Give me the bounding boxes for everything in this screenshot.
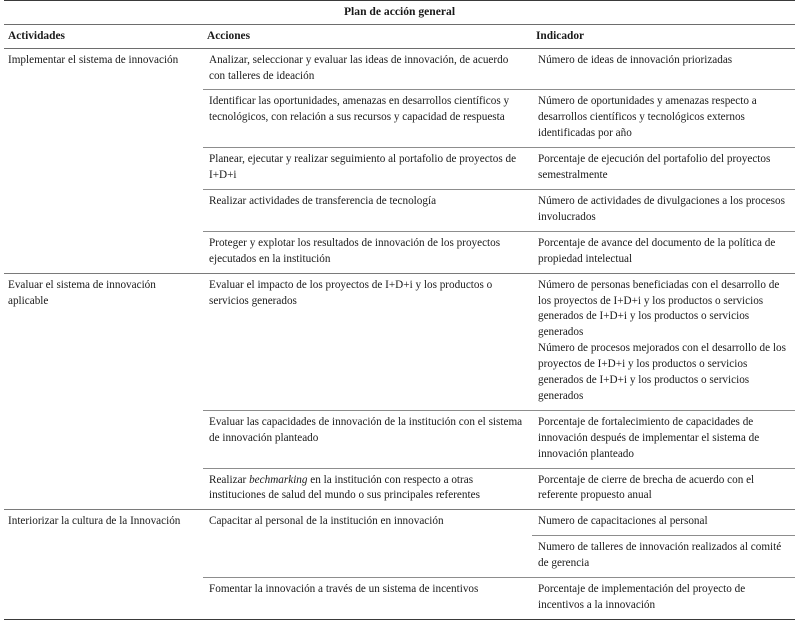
cell-accion: Evaluar el impacto de los proyectos de I+D+i y los productos o servicios generados — [203, 273, 532, 410]
table-row — [4, 536, 795, 578]
cell-accion: Proteger y explotar los resultados de innovación de los proyectos ejecutados en la institución — [203, 231, 532, 273]
cell-actividad — [4, 231, 203, 273]
column-header-acciones: Acciones — [203, 25, 532, 48]
cell-actividad — [4, 189, 203, 231]
cell-actividad — [4, 90, 203, 148]
cell-actividad: Interiorizar la cultura de la Innovación — [4, 510, 203, 536]
cell-indicador: Porcentaje de ejecución del portafolio del proyectos semestralmente — [532, 148, 795, 190]
accion-text-italic: bechmarking — [249, 473, 308, 486]
cell-accion: Realizar actividades de transferencia de tecnología — [203, 189, 532, 231]
table-header-row — [4, 25, 795, 48]
table-row — [4, 148, 795, 190]
cell-actividad — [4, 578, 203, 620]
table-body — [4, 1, 795, 620]
cell-indicador: Número de ideas de innovación priorizadas — [532, 48, 795, 90]
cell-accion: Identificar las oportunidades, amenazas en desarrollos científicos y tecnológicos, con relación a sus recursos y capacidad de respuesta — [203, 90, 532, 148]
cell-indicador: Porcentaje de fortalecimiento de capacidades de innovación después de implementar el sistema de innovación planteado — [532, 410, 795, 468]
indicador-paragraph: Número de personas beneficiadas con el desarrollo de los proyectos de I+D+i y los productos o servicios generados de I+D+i y los productos o servicios generados — [538, 278, 780, 339]
cell-indicador: Número de oportunidades y amenazas respecto a desarrollos científicos y tecnológicos externos identificadas por año — [532, 90, 795, 148]
cell-indicador: Numero de capacitaciones al personal — [532, 510, 795, 536]
indicador-paragraph: Número de procesos mejorados con el desarrollo de los proyectos de I+D+i y los productos o servicios generados de I+D+i y los productos o servicios generados — [538, 342, 786, 402]
cell-accion: Fomentar la innovación a través de un sistema de incentivos — [203, 578, 532, 620]
cell-actividad — [4, 536, 203, 578]
cell-indicador: Porcentaje de implementación del proyecto de incentivos a la innovación — [532, 578, 795, 620]
table-row — [4, 468, 795, 510]
cell-indicador: Porcentaje de cierre de brecha de acuerdo con el referente propuesto anual — [532, 468, 795, 510]
cell-accion: Analizar, seleccionar y evaluar las ideas de innovación, de acuerdo con talleres de ideación — [203, 48, 532, 90]
table-row — [4, 273, 795, 410]
cell-indicador: Porcentaje de avance del documento de la política de propiedad intelectual — [532, 231, 795, 273]
column-header-indicador: Indicador — [532, 25, 795, 48]
table-row — [4, 510, 795, 536]
cell-accion — [203, 468, 532, 510]
table-row — [4, 90, 795, 148]
cell-actividad — [4, 468, 203, 510]
cell-indicador: Número de actividades de divulgaciones a los procesos involucrados — [532, 189, 795, 231]
plan-de-accion-table — [4, 0, 795, 620]
cell-actividad — [4, 410, 203, 468]
cell-accion — [203, 536, 532, 578]
cell-accion: Capacitar al personal de la institución en innovación — [203, 510, 532, 536]
cell-actividad: Implementar el sistema de innovación — [4, 48, 203, 90]
table-row — [4, 578, 795, 620]
table-title: Plan de acción general — [4, 1, 795, 25]
cell-indicador — [532, 273, 795, 410]
accion-text-post: en la institución con respecto a otras instituciones de salud del mundo o sus principales referentes — [209, 473, 480, 502]
cell-accion: Planear, ejecutar y realizar seguimiento al portafolio de proyectos de I+D+i — [203, 148, 532, 190]
table-title-row — [4, 1, 795, 25]
cell-accion: Evaluar las capacidades de innovación de la institución con el sistema de innovación planteado — [203, 410, 532, 468]
cell-indicador: Numero de talleres de innovación realizados al comité de gerencia — [532, 536, 795, 578]
table-row — [4, 231, 795, 273]
cell-actividad — [4, 148, 203, 190]
table-row — [4, 410, 795, 468]
table-row — [4, 189, 795, 231]
column-header-actividades: Actividades — [4, 25, 203, 48]
accion-text-pre: Realizar — [209, 473, 250, 486]
cell-actividad: Evaluar el sistema de innovación aplicable — [4, 273, 203, 410]
table-row — [4, 48, 795, 90]
